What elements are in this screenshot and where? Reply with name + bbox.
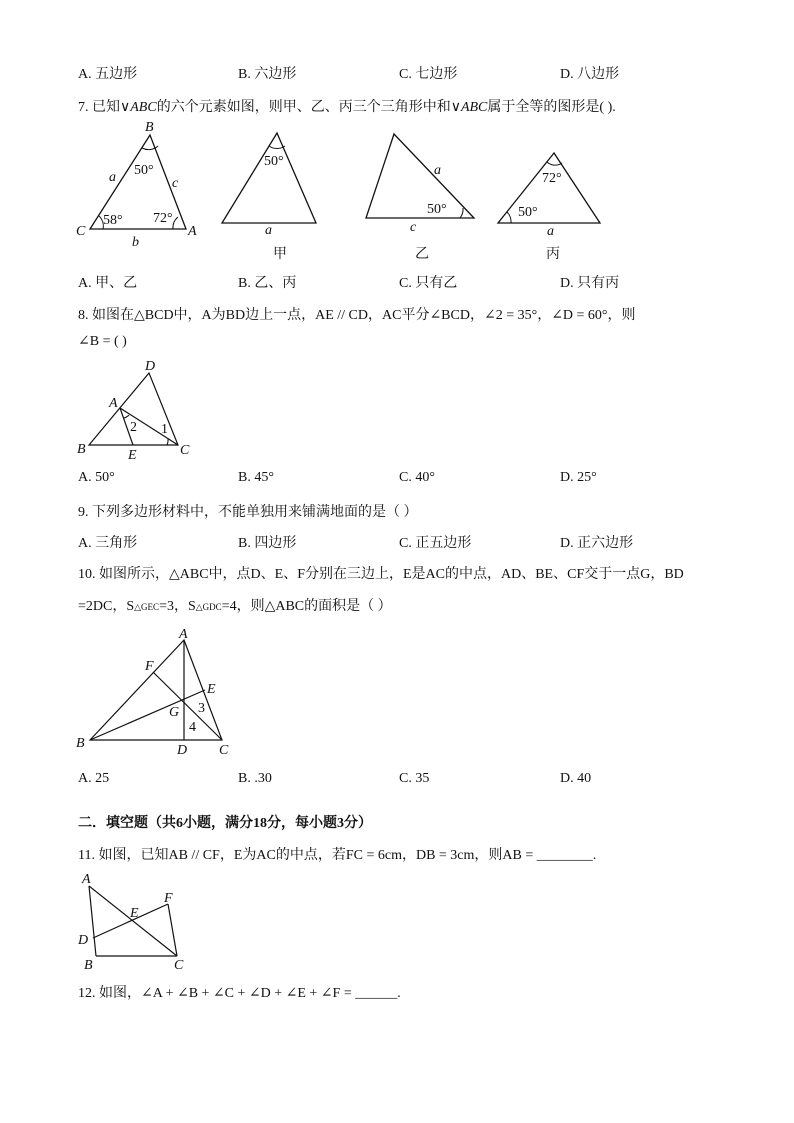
q7-jia-caption: 甲	[273, 247, 287, 262]
q12-stem: 12. 如图，∠A + ∠B + ∠C + ∠D + ∠E + ∠F = ______.	[78, 986, 401, 1001]
q8-option-a: A. 50°	[78, 470, 115, 485]
q10-option-d: D. 40	[560, 771, 592, 786]
q10-label-g: G	[169, 705, 180, 720]
q6-option-d: D. 八边形	[560, 67, 620, 82]
q7-label-b: B	[145, 120, 154, 135]
q11-label-f: F	[164, 891, 173, 906]
q10-option-a: A. 25	[78, 771, 110, 786]
q7-label-a: A	[188, 224, 197, 239]
q8-label-d: D	[145, 359, 156, 374]
q7-text-c: 的六个元素如图，则甲、乙、丙三个三角形中和	[156, 100, 451, 115]
q8-label-c: C	[180, 443, 190, 458]
q8-num-2: 2	[130, 420, 137, 435]
q11-label-e: E	[130, 906, 139, 921]
section-2-title: 二．填空题（共6小题，满分18分，每小题3分）	[78, 816, 372, 831]
q6-option-c: C. 七边形	[399, 67, 458, 82]
q7-side-a: a	[109, 170, 116, 185]
q8-label-a: A	[109, 396, 118, 411]
q10-num-4: 4	[189, 720, 196, 735]
q7-option-a: A. 甲、乙	[78, 276, 138, 291]
q7-option-b: B. 乙、丙	[238, 276, 297, 291]
q8-label-e: E	[128, 448, 137, 460]
q10-label-b: B	[76, 736, 85, 751]
q7-angle-c: 58°	[103, 213, 123, 228]
q11-label-c: C	[174, 958, 184, 973]
q10-label-a: A	[179, 627, 188, 642]
q7-text-e: 属于全等的图形是( ).	[487, 100, 616, 115]
q8-num-1: 1	[161, 422, 168, 437]
q7-yi-side-a: a	[434, 163, 441, 178]
q6-option-a: A. 五边形	[78, 67, 138, 82]
q7-option-c: C. 只有乙	[399, 276, 458, 291]
q7-option-d: D. 只有丙	[560, 276, 620, 291]
q8-option-b: B. 45°	[238, 470, 274, 485]
q7-text-a: 7. 已知	[78, 100, 120, 115]
q7-bing-angle-left: 50°	[518, 205, 538, 220]
q8-line1: 8. 如图在△BCD中，A为BD边上一点，AE // CD，AC平分∠BCD，∠2 = 35°，∠D = 60°，则	[78, 308, 636, 323]
q7-angle-a: 72°	[153, 211, 173, 226]
q7-angle-b: 50°	[134, 163, 154, 178]
q7-bing-caption: 丙	[546, 247, 560, 262]
q7-yi-angle: 50°	[427, 202, 447, 217]
q9-option-b: B. 四边形	[238, 536, 297, 551]
q10-line2-c: =4，则△ABC的面积是（ ）	[221, 599, 392, 614]
q10-line2	[78, 595, 392, 615]
q7-label-c: C	[76, 224, 86, 239]
q7-triangle-bing	[498, 153, 600, 262]
q11-stem: 11. 如图，已知AB // CF，E为AC的中点，若FC = 6cm，DB = 3cm，则AB = ________.	[78, 848, 597, 863]
q11-label-a: A	[82, 872, 91, 887]
q10-sub-gec: △GEC	[134, 602, 160, 612]
q7-triangle-abc-2: ∨ABC	[450, 100, 488, 115]
q7-triangle-yi	[366, 134, 474, 262]
q6-option-b: B. 六边形	[238, 67, 297, 82]
q11-figure	[72, 868, 202, 973]
q9-option-c: C. 正五边形	[399, 536, 472, 551]
q10-line2-b: =3，S	[159, 599, 196, 614]
q7-triangle-abc: ∨ABC	[120, 100, 157, 115]
q10-figure	[70, 622, 240, 762]
q7-yi-side-c: c	[410, 220, 417, 235]
q9-stem: 9. 下列多边形材料中，不能单独用来铺满地面的是（ ）	[78, 505, 418, 520]
q7-stem	[78, 96, 616, 116]
q8-option-d: D. 25°	[560, 470, 597, 485]
q10-num-3: 3	[198, 701, 205, 716]
q7-jia-side: a	[265, 223, 272, 238]
q7-figures	[70, 115, 630, 270]
q10-line1: 10. 如图所示，△ABC中，点D、E、F分别在三边上，E是AC的中点，AD、BE、CF交于一点G，BD	[78, 567, 684, 582]
q11-label-b: B	[84, 958, 93, 973]
q10-line2-a: =2DC，S	[78, 599, 135, 614]
q9-option-a: A. 三角形	[78, 536, 138, 551]
q10-label-c: C	[219, 743, 229, 758]
q10-label-e: E	[207, 682, 216, 697]
q7-side-b: b	[132, 235, 139, 250]
q8-line2: ∠B = ( )	[78, 334, 127, 349]
q8-option-c: C. 40°	[399, 470, 435, 485]
q7-bing-side: a	[547, 224, 554, 239]
q7-side-c: c	[172, 176, 179, 191]
q7-bing-angle-top: 72°	[542, 171, 562, 186]
q7-jia-angle: 50°	[264, 154, 284, 169]
q8-label-b: B	[77, 442, 86, 457]
q7-yi-caption: 乙	[415, 247, 429, 262]
q7-triangle-jia	[222, 133, 316, 262]
q8-figure	[72, 355, 202, 460]
q10-label-d: D	[177, 743, 188, 758]
q10-option-b: B. .30	[238, 771, 272, 786]
q7-triangle-main	[76, 120, 197, 250]
q10-label-f: F	[145, 659, 154, 674]
q10-sub-gdc: △GDC	[195, 602, 222, 612]
q10-option-c: C. 35	[399, 771, 430, 786]
q9-option-d: D. 正六边形	[560, 536, 634, 551]
q11-label-d: D	[78, 933, 89, 948]
